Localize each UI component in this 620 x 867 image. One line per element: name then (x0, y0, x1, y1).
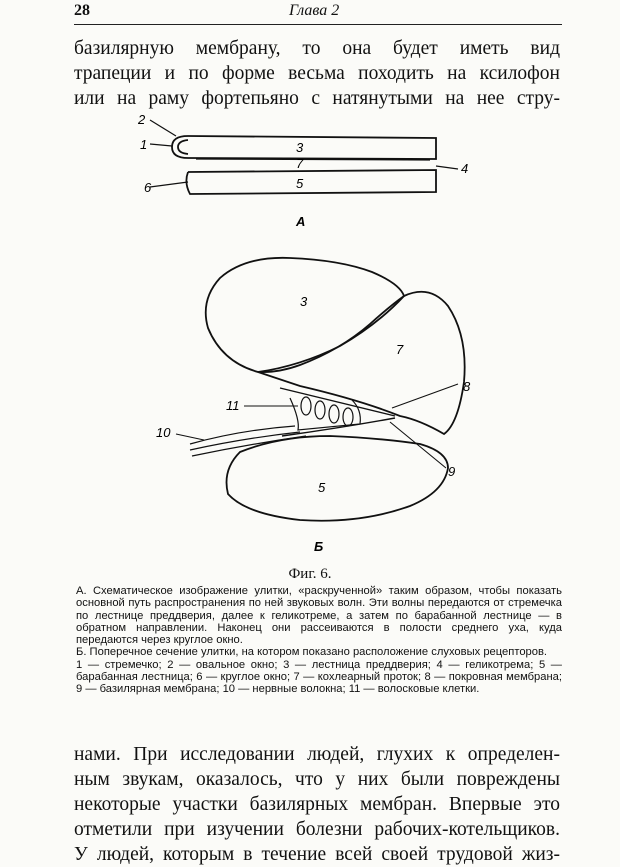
page-number: 28 (74, 2, 90, 19)
label-b-8: 8 (463, 379, 471, 394)
text-line: или на раму фортепьяно с натянутыми на нее стру- (74, 88, 560, 109)
leader-line-4 (436, 166, 458, 169)
tectorial-membrane (280, 388, 395, 416)
panel-label-a: А (296, 214, 306, 229)
figure-caption (76, 585, 562, 696)
hair-cells (290, 397, 360, 430)
caption-legend: 1 — стремечко; 2 — овальное окно; 3 — лестница преддверия; 4 — геликотрема; 5 — барабанная лестница; 6 — круглое окно; 7 — кохлеарный проток; 8 — покровная мембрана; 9 — базилярная мембрана; 10 — нервные волокна; 11 — волосковые клетки. (76, 658, 562, 696)
leader-line-2 (150, 120, 176, 136)
text-line: базилярную мембрану, то она будет иметь вид (74, 38, 560, 59)
text-line: отметили при изучении болезни рабочих-котельщиков. (74, 819, 560, 840)
label-a-6: 6 (144, 180, 152, 195)
leader-line-8 (392, 384, 458, 408)
cochlea-diagram (0, 100, 620, 570)
label-b-9: 9 (448, 464, 456, 479)
label-b-11: 11 (226, 398, 240, 413)
figure-title: Фиг. 6. (288, 566, 332, 582)
diagram-a (150, 120, 458, 194)
scala-vestibuli-section (206, 258, 404, 372)
page-header (74, 2, 562, 24)
leader-line-10 (176, 434, 204, 440)
cochlear-duct-section (258, 292, 465, 434)
leader-line-6 (150, 182, 188, 187)
text-line: трапеции и по форме весьма походить на ксилофон (74, 63, 560, 84)
leader-line-9 (390, 422, 446, 468)
chapter-title: Глава 2 (289, 2, 340, 19)
figure-6 (0, 100, 620, 570)
label-a-3: 3 (296, 140, 304, 155)
text-line: некоторые участки базилярных мембран. Впервые это (74, 794, 560, 815)
panel-label-b: Б (314, 539, 324, 554)
leader-line-1 (150, 144, 172, 146)
stapes-shape (172, 136, 188, 158)
scala-vestibuli-outline (188, 136, 436, 159)
text-line: нами. При исследовании людей, глухих к определен- (74, 744, 560, 765)
body-text-bottom (74, 742, 560, 867)
caption-paragraph-b: Б. Поперечное сечение улитки, на котором показано расположение слуховых рецепторов. (76, 646, 548, 659)
text-line: У людей, которым в течение всей своей трудовой жиз- (74, 844, 560, 865)
scala-tympani-section (227, 436, 449, 521)
scala-tympani-outline (186, 170, 436, 194)
text-line: ным звукам, оказалось, что у них были повреждены (74, 769, 560, 790)
label-a-5: 5 (296, 176, 304, 191)
label-b-5: 5 (318, 480, 326, 495)
label-a-1: 1 (140, 137, 148, 152)
label-a-2: 2 (138, 112, 146, 127)
nerve-fibers (190, 426, 306, 456)
caption-paragraph-a: А. Схематическое изображение улитки, «раскрученной» таким образом, чтобы показать основной путь распространения по ней звуковых волн. Эти волны передаются от стремечка по лестнице преддверия, далее к геликотреме, а затем по барабанной лестнице — в обратном направлении. Наконец они рассеиваются в полости среднего уха, куда передаются через круглое окно. (76, 585, 562, 647)
header-rule (74, 24, 562, 25)
label-b-7: 7 (396, 342, 404, 357)
basilar-membrane (282, 418, 395, 436)
label-a-7: 7 (296, 156, 304, 171)
label-b-10: 10 (156, 425, 171, 440)
label-a-4: 4 (461, 161, 469, 176)
label-b-3: 3 (300, 294, 308, 309)
oval-window-shape (178, 140, 188, 154)
